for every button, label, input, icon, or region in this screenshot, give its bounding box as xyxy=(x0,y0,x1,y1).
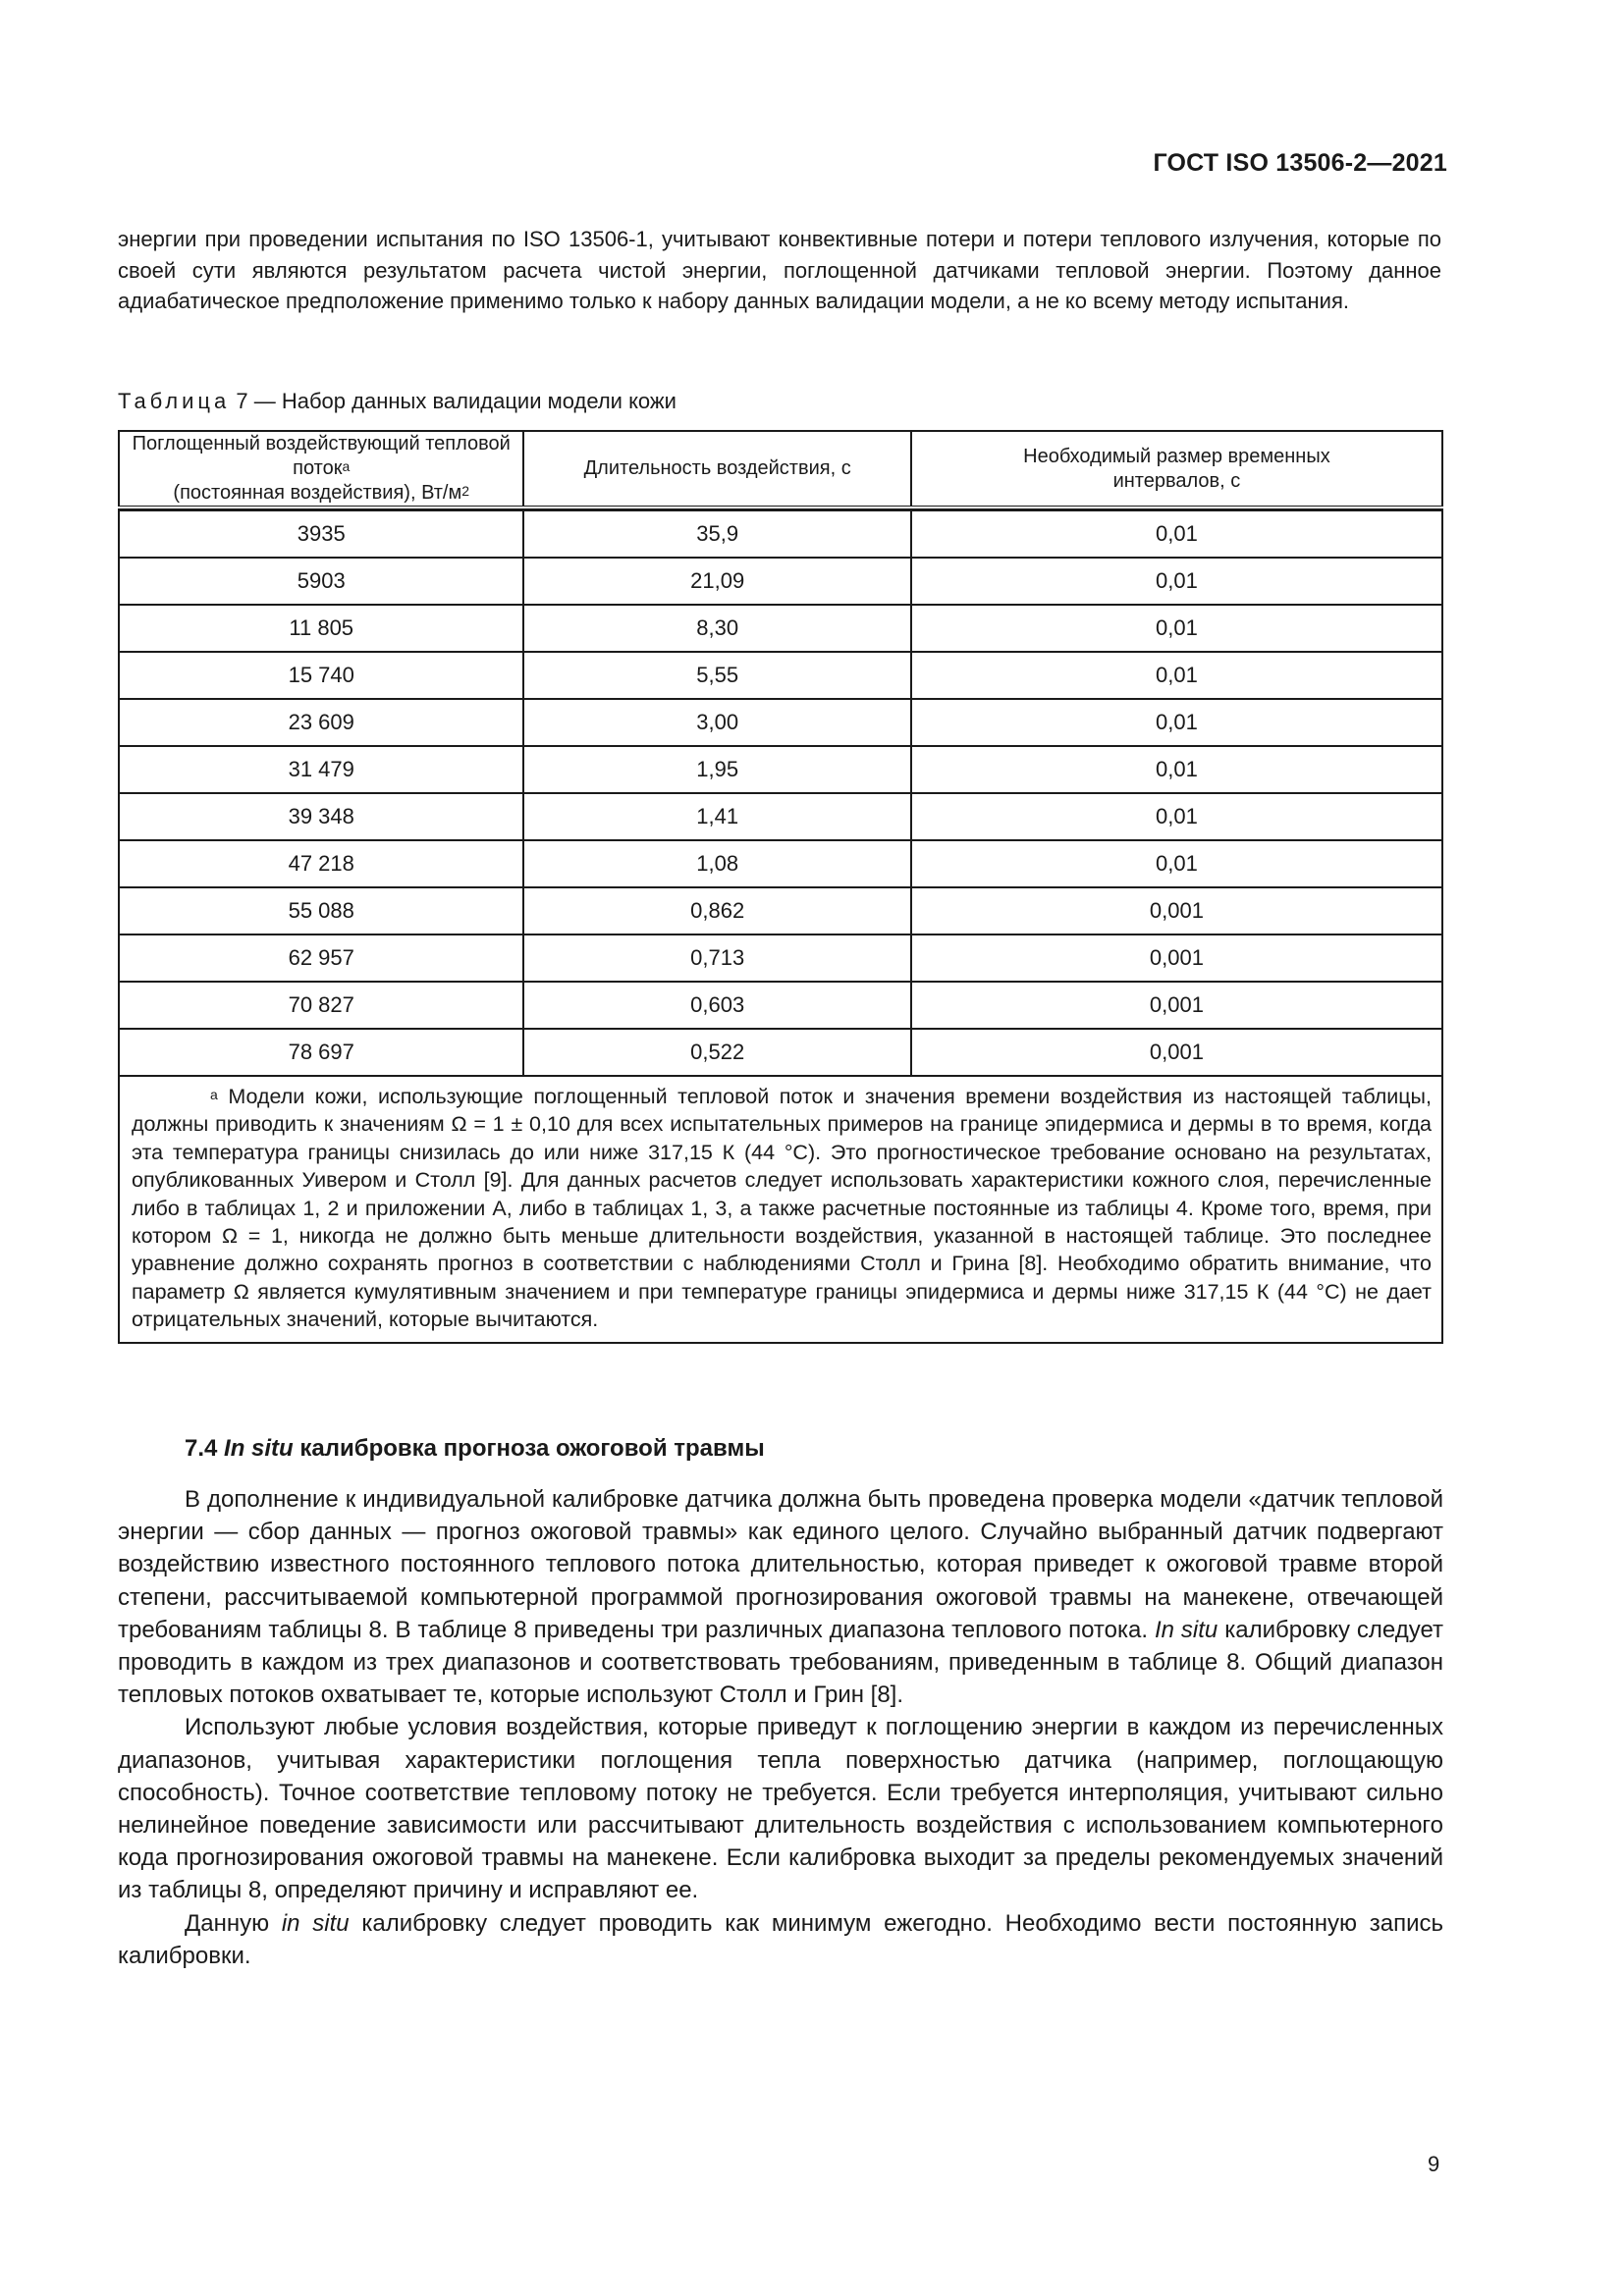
cell-duration: 1,08 xyxy=(523,840,910,887)
table-row xyxy=(119,1029,1442,1076)
footnote-marker: a xyxy=(342,458,351,474)
cell-heat-flux: 55 088 xyxy=(119,887,523,934)
cell-heat-flux: 62 957 xyxy=(119,934,523,982)
page-number: 9 xyxy=(1428,2152,1440,2176)
cell-time-step: 0,001 xyxy=(911,887,1442,934)
cell-duration: 0,862 xyxy=(523,887,910,934)
unit-exponent: 2 xyxy=(461,483,470,499)
footnote-mark: a xyxy=(210,1087,218,1102)
cell-time-step: 0,01 xyxy=(911,510,1442,558)
cell-time-step: 0,01 xyxy=(911,746,1442,793)
cell-time-step: 0,001 xyxy=(911,982,1442,1029)
cell-time-step: 0,01 xyxy=(911,652,1442,699)
cell-duration: 0,713 xyxy=(523,934,910,982)
cell-heat-flux: 15 740 xyxy=(119,652,523,699)
body-paragraph: Данную in situ калибровку следует проводить как минимум ежегодно. Необходимо вести постоянную запись калибровки. xyxy=(118,1909,1444,1969)
table-row xyxy=(119,887,1442,934)
table-row xyxy=(119,793,1442,840)
intro-paragraph: энергии при проведении испытания по ISO 13506-1, учитывают конвективные потери и потери теплового излучения, которые по своей сути являются результатом расчета чистой энергии, поглощенной датчиками тепловой энергии. Поэтому данное адиабатическое предположение применимо только к набору данных валидации модели, а не ко всему методу испытания. xyxy=(118,227,1441,313)
cell-duration: 21,09 xyxy=(523,558,910,605)
table-row xyxy=(119,934,1442,982)
cell-time-step: 0,01 xyxy=(911,605,1442,652)
skin-model-validation-table xyxy=(118,430,1443,1344)
cell-duration: 8,30 xyxy=(523,605,910,652)
table-row xyxy=(119,558,1442,605)
cell-time-step: 0,001 xyxy=(911,1029,1442,1076)
cell-duration: 1,95 xyxy=(523,746,910,793)
table-row xyxy=(119,746,1442,793)
table-caption-title: 7 — Набор данных валидации модели кожи xyxy=(230,389,677,413)
cell-heat-flux: 11 805 xyxy=(119,605,523,652)
cell-heat-flux: 78 697 xyxy=(119,1029,523,1076)
cell-duration: 0,603 xyxy=(523,982,910,1029)
section-title: калибровка прогноза ожоговой травмы xyxy=(299,1435,765,1462)
table-row xyxy=(119,652,1442,699)
table-caption xyxy=(118,389,677,414)
body-paragraph: Используют любые условия воздействия, которые приведут к поглощению энергии в каждом из перечисленных диапазонов, учитывая характеристики поглощения тепла поверхностью датчика (например, поглощающую способность). Точное соответствие тепловому потоку не требуется. Если требуется интерполяция, учитывают сильно нелинейное поведение зависимости или рассчитывают длительность воздействия с использованием компьютерного кода прогнозирования ожоговой травмы на манекене. Если калибровка выходит за пределы рекомендуемых значений из таблицы 8, определяют причину и исправляют ее. xyxy=(118,1714,1443,1904)
body-paragraph: В дополнение к индивидуальной калибровке датчика должна быть проведена проверка модели «датчик тепловой энергии — сбор данных — прогноз ожоговой травмы» как единого целого. Случайно выбранный датчик подвергают воздействию известного постоянного теплового потока длительностью, которая приведет к ожоговой травме второй степени, рассчитываемой компьютерной программой прогнозирования ожоговой травмы на манекене, отвечающей требованиям таблицы 8. В таблице 8 приведены три различных диапазона теплового потока. In situ калибровку следует проводить в каждом из трех диапазонов и соответствовать требованиям, приведенным в таблице 8. Общий диапазон тепловых потоков охватывает те, которые используют Столл и Грин [8]. xyxy=(118,1486,1444,1709)
table-row xyxy=(119,840,1442,887)
section-italic: In situ xyxy=(224,1435,294,1462)
cell-duration: 5,55 xyxy=(523,652,910,699)
cell-duration: 3,00 xyxy=(523,699,910,746)
table-row xyxy=(119,605,1442,652)
cell-heat-flux: 3935 xyxy=(119,510,523,558)
cell-time-step: 0,01 xyxy=(911,793,1442,840)
cell-heat-flux: 31 479 xyxy=(119,746,523,793)
document-header: ГОСТ ISO 13506-2—2021 xyxy=(1153,149,1447,177)
table-row xyxy=(119,982,1442,1029)
cell-time-step: 0,01 xyxy=(911,558,1442,605)
table-row xyxy=(119,699,1442,746)
cell-duration: 0,522 xyxy=(523,1029,910,1076)
cell-heat-flux: 70 827 xyxy=(119,982,523,1029)
cell-duration: 35,9 xyxy=(523,510,910,558)
cell-heat-flux: 23 609 xyxy=(119,699,523,746)
table-caption-label: Таблица xyxy=(118,389,231,413)
table-header-row xyxy=(119,431,1442,507)
table-footnote xyxy=(119,1076,1442,1343)
section-number: 7.4 xyxy=(185,1435,218,1462)
cell-time-step: 0,01 xyxy=(911,840,1442,887)
column-header-time-step: Необходимый размер временных интервалов, с xyxy=(911,431,1442,507)
column-header-duration: Длительность воздействия, с xyxy=(523,431,910,507)
cell-duration: 1,41 xyxy=(523,793,910,840)
cell-time-step: 0,01 xyxy=(911,699,1442,746)
table-footnote-row xyxy=(119,1076,1442,1343)
section-body xyxy=(118,1483,1443,1972)
cell-heat-flux: 5903 xyxy=(119,558,523,605)
section-heading xyxy=(185,1435,765,1463)
cell-heat-flux: 39 348 xyxy=(119,793,523,840)
table-row xyxy=(119,510,1442,558)
cell-heat-flux: 47 218 xyxy=(119,840,523,887)
column-header-heat-flux: Поглощенный воздействующий тепловой поток$^a$ (постоянная воздействия), $Вт/м^2$ xyxy=(119,431,523,507)
cell-time-step: 0,001 xyxy=(911,934,1442,982)
footnote-text: Модели кожи, использующие поглощенный тепловой поток и значения времени воздействия из настоящей таблицы, должны приводить к значениям Ω = 1 ± 0,10 для всех испытательных примеров на границе эпидермиса и дермы в то время, когда эта температура границы снизилась до или ниже 317,15 К (44 °С). Это прогностическое требование основано на результатах, опубликованных Уивером и Столл [9]. Для данных расчетов следует использовать характеристики кожного слоя, перечисленные либо в таблицах 1, 2 и приложении А, либо в таблицах 1, 3, а также расчетные постоянные из таблицы 4. Кроме того, время, при котором Ω = 1, никогда не должно быть меньше длительности воздействия, указанной в настоящей таблице. Это последнее уравнение должно сохранять прогноз в соответствии с наблюдениями Столл и Грина [8]. Необходимо обратить внимание, что параметр Ω является кумулятивным значением и при температуре границы эпидермиса и дермы ниже 317,15 К (44 °С) не дает отрицательных значений, которые вычитаются. xyxy=(132,1085,1432,1332)
